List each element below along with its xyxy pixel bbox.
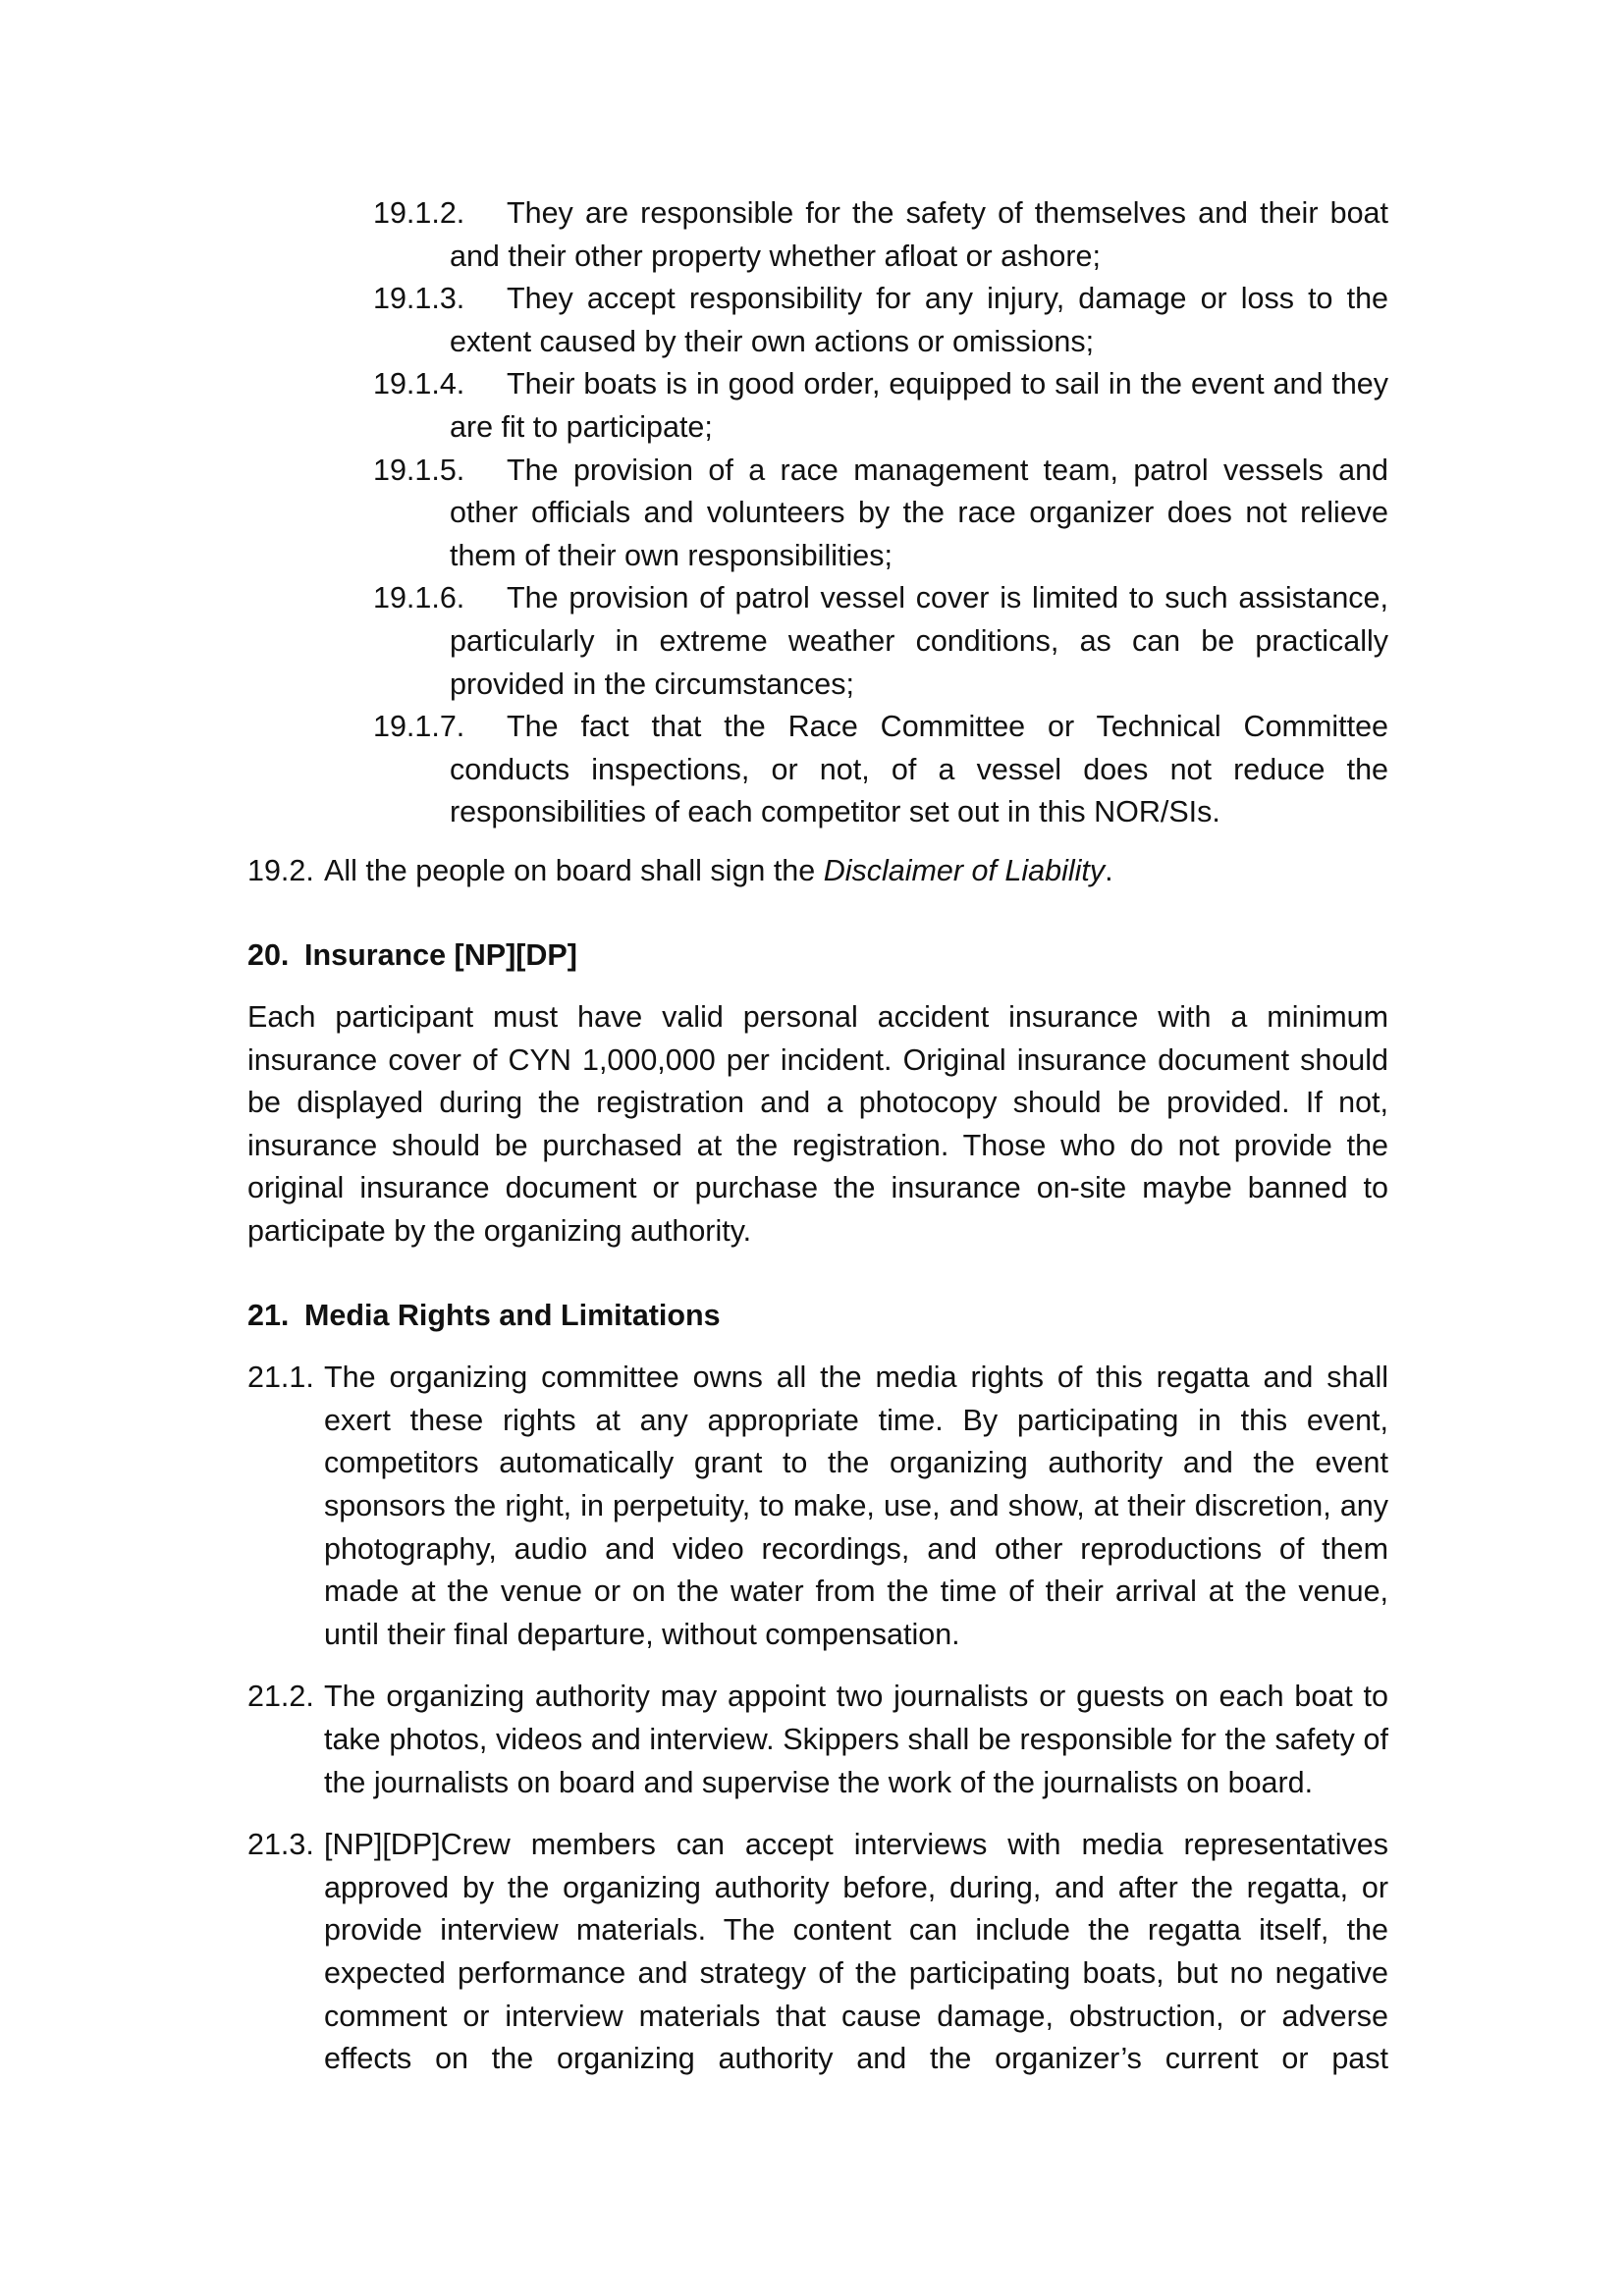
list-item-21-2 [247,1676,1388,1804]
item-text: The fact that the Race Committee or Technical Committee conducts inspections, or not, of a vessel does not reduce the responsibilities of each competitor set out in this NOR/SIs. [450,710,1388,829]
list-item-19-1-6 [326,577,1388,706]
item-number: 21.3. [247,1828,314,1862]
section-heading-20 [247,934,1388,978]
section-number: 21. [247,1298,290,1332]
item-text-italic: Disclaimer of Liability [823,853,1106,887]
section-heading-21 [247,1295,1388,1338]
list-item-19-1-3 [326,278,1388,363]
section-body-20: Each participant must have valid personal accident insurance with a minimum insurance cover of CYN 1,000,000 per incident. Original insurance document should be displayed during the registration and a photocopy should be provided. If not, insurance should be purchased at the registration. Those who do not provide the original insurance document or purchase the insurance on-site maybe banned to participate by the organizing authority. [247,1000,1388,1249]
section-title: Media Rights and Limitations [304,1298,721,1332]
section-number: 20. [247,937,290,972]
list-item-19-2 [247,850,1388,893]
section-title: Insurance [NP][DP] [304,937,577,972]
item-number: 19.1.7. [373,710,465,744]
list-item-19-1-4 [326,363,1388,449]
page-content [247,192,1388,2081]
list-item-19-1-2 [326,192,1388,278]
item-number: 19.1.4. [373,367,465,401]
item-number: 21.2. [247,1680,314,1714]
item-text: The organizing committee owns all the media rights of this regatta and shall exert these rights at any appropriate time. By participating in this event, competitors automatically grant to the organizing authority and the event sponsors the right, in perpetuity, to make, use, and show, at their discretion, any photography, audio and video recordings, and other reproductions of them made at the venue or on the water from the time of their arrival at the venue, until their final departure, without compensation. [324,1361,1388,1651]
item-number: 19.1.2. [373,196,465,230]
list-item-21-3 [247,1824,1388,2081]
item-number: 19.1.3. [373,282,465,316]
item-text-end: . [1105,853,1113,887]
item-text: [NP][DP]Crew members can accept interviews with media representatives approved by the organizing authority before, during, and after the regatta, or provide interview materials. The content can include the regatta itself, the expected performance and strategy of the participating boats, but no negative comment or interview materials that cause damage, obstruction, or adverse effects on the organizing authority and the organizer’s current or past [324,1828,1388,2076]
item-number: 21.1. [247,1361,314,1395]
item-text: All the people on board shall sign the [324,853,824,887]
item-text: The provision of patrol vessel cover is limited to such assistance, particularly in extreme weather conditions, as can be practically provided in the circumstances; [450,581,1388,701]
item-text: The provision of a race management team, patrol vessels and other officials and volunteers by the race organizer does not relieve them of their own responsibilities; [450,453,1388,572]
item-text: The organizing authority may appoint two journalists or guests on each boat to take photos, videos and interview. Skippers shall be responsible for the safety of the journalists on board and supervise the work of the journalists on board. [324,1680,1388,1799]
item-text: They accept responsibility for any injury, damage or loss to the extent caused by their own actions or omissions; [450,282,1388,358]
item-number: 19.1.5. [373,453,465,487]
item-text: Their boats is in good order, equipped to sail in the event and they are fit to participate; [450,367,1388,444]
list-item-19-1-5 [326,450,1388,578]
list-item-21-1 [247,1357,1388,1656]
item-number: 19.1.6. [373,581,465,615]
item-number: 19.2. [247,853,314,887]
item-text: They are responsible for the safety of themselves and their boat and their other property whether afloat or ashore; [450,196,1388,273]
list-item-19-1-7 [326,706,1388,834]
